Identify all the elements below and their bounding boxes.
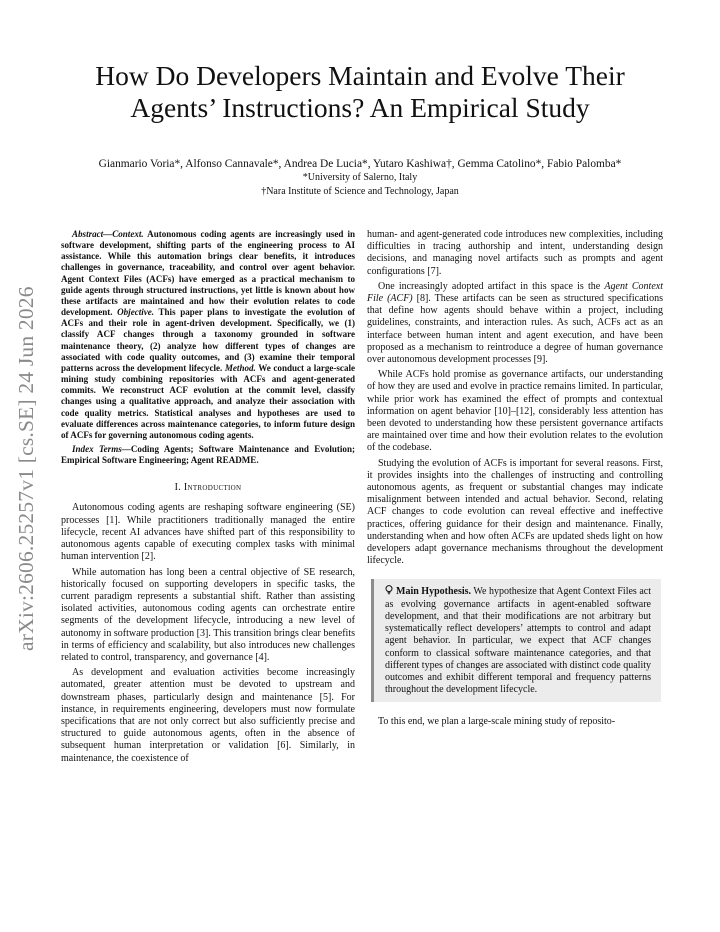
intro-paragraph-3: As development and evaluation activities become increasingly automated, greater attention must be devoted to upstream and downstream phases, particularly design and maintenance [5]. For instance, in requirements engineering, developers must now formulate specifications that are not only correct but also sufficiently precise and structured to guide autonomous agents, often in the absence of subsequent human interpretation or validation [6]. Similarly, in maintenance, the coexistence of [61, 667, 355, 764]
abstract [61, 229, 355, 441]
title-line-1: How Do Developers Maintain and Evolve Their [95, 60, 625, 91]
intro-paragraph-2: While automation has long been a central objective of SE research, historically focused on supporting developers in specific tasks, the current paradigm represents a substantial shift. Rather than assisting isolated activities, autonomous coding agents can orchestrate entire segments of the development lifecycle, introducing a new level of autonomy in software production [3]. This transition brings clear benefits in terms of efficiency and scalability, but also introduces new challenges related to control, transparency, and governance [4]. [61, 566, 355, 663]
hypothesis-text: We hypothesize that Agent Context Files act as evolving governance artifacts in agent-enabled software development, and that their modifications are not arbitrary but systematically reflect developers’ attempts to control and adapt agent behavior. In particular, we expect that ACF changes conform to classical software maintenance categories, and that different types of changes are associated with distinct code quality outcomes and exhibit different temporal and frequency patterns throughout the development lifecycle. [385, 586, 651, 696]
abstract-objective-label: Objective. [117, 307, 155, 318]
affiliation-nara: †Nara Institute of Science and Technology, Japan [261, 186, 459, 197]
acf-intro-before: One increasingly adopted artifact in this space is the [378, 280, 605, 292]
acf-term: Agent Context File (ACF) [367, 280, 663, 305]
abstract-context-label: Context. [112, 229, 144, 239]
abstract-method-label: Method. [224, 362, 256, 373]
index-terms [61, 444, 355, 466]
arxiv-identifier: arXiv:2606.25257v1 [cs.SE] 24 Jun 2026 [14, 286, 38, 651]
left-column [61, 229, 355, 768]
hypothesis-box [371, 579, 661, 702]
paper-title [60, 60, 660, 124]
abstract-label: Abstract— [72, 229, 113, 239]
right-column [367, 229, 663, 732]
lightbulb-icon [385, 585, 393, 595]
intro-paragraph-4: human- and agent-generated code introduces new complexities, including difficulties in tracing authorship and intent, understanding design decisions, and managing novel artifacts such as prompts and agent configurations [7]. [367, 229, 663, 277]
abstract-context-text: Autonomous coding agents are increasingly used in software development, shifting parts of the engineering process to AI assistance. While this automation brings clear benefits, it introduces challenges in governance, traceability, and control over agent behavior. Agent Context Files (ACFs) have emerged as a practical mechanism to guide agents through structured instructions, yet little is known about how these artifacts are maintained and how their evolution relates to code development. [61, 229, 355, 318]
title-line-2: Agents’ Instructions? An Empirical Study [130, 92, 590, 123]
intro-paragraph-5 [367, 281, 663, 366]
intro-paragraph-1: Autonomous coding agents are reshaping software engineering (SE) processes [1]. While practitioners traditionally managed the entire lifecycle, recent AI advances have shifted part of this responsibility to autonomous agents capable of executing complex tasks with minimal human intervention [2]. [61, 502, 355, 563]
abstract-method-text: We conduct a large-scale mining study combining repositories with ACFs and agent-generated commits. We reconstruct ACF evolution at the commit level, classify changes using a qualitative approach, and analyze their association with code quality metrics. Statistical analyses and hypotheses are used to evaluate differences across maintenance categories, to inform future design of ACFs for governing autonomous coding agents. [61, 362, 356, 440]
affiliation-salerno: *University of Salerno, Italy [302, 172, 418, 183]
section-number: I. [174, 482, 182, 494]
intro-paragraph-8: To this end, we plan a large-scale mining study of reposito- [378, 716, 616, 728]
index-terms-text: Coding Agents; Software Maintenance and Evolution; Empirical Software Engineering; Agent README. [61, 443, 355, 466]
acf-intro-after: [8]. These artifacts can be seen as structured specifications that define how agents should behave within a project, including guidelines, constraints, and interaction rules. As such, ACFs act as an interface between human intent and agent execution, and have been proposed as a mechanism to reintroduce a degree of human governance over autonomous development processes [9]. [367, 293, 663, 366]
author-list: Gianmario Voria*, Alfonso Cannavale*, Andrea De Lucia*, Yutaro Kashiwa†, Gemma Catolino*, Fabio Palomba* [98, 158, 622, 170]
abstract-objective-text: This paper plans to investigate the evolution of ACFs and their role in agent-driven development. Specifically, we (1) classify ACF changes through a taxonomy grounded in software maintenance theory, (2) analyze how different types of changes are associated with code quality outcomes, and (3) examine their temporal patterns across the development lifecycle. [61, 307, 355, 373]
hypothesis-label: Main Hypothesis. [396, 586, 472, 598]
intro-paragraph-7: Studying the evolution of ACFs is important for several reasons. First, it provides insights into the challenges of instructing and controlling autonomous agents, as frequent or substantial changes may indicate misalignment between intended and actual behavior. Second, relating ACF changes to code evolution can reveal effective and ineffective practices, offering guidance for their design and maintenance. Finally, understanding when and how often ACFs are updated sheds light on how developers adapt governance mechanisms throughout the development lifecycle. [367, 457, 663, 567]
index-terms-label: Index Terms— [72, 443, 131, 454]
intro-paragraph-6: While ACFs hold promise as governance artifacts, our understanding of how they are used and evolve in practice remains limited. In particular, while prior work has examined the effect of prompts and contextual information on agent behavior [10]–[12], considerably less attention has been devoted to understanding how these persistent governance artifacts are maintained over time and how their evolution relates to the evolution of the codebase. [367, 369, 663, 454]
section-heading-introduction [61, 482, 355, 494]
section-title: Introduction [183, 482, 242, 494]
